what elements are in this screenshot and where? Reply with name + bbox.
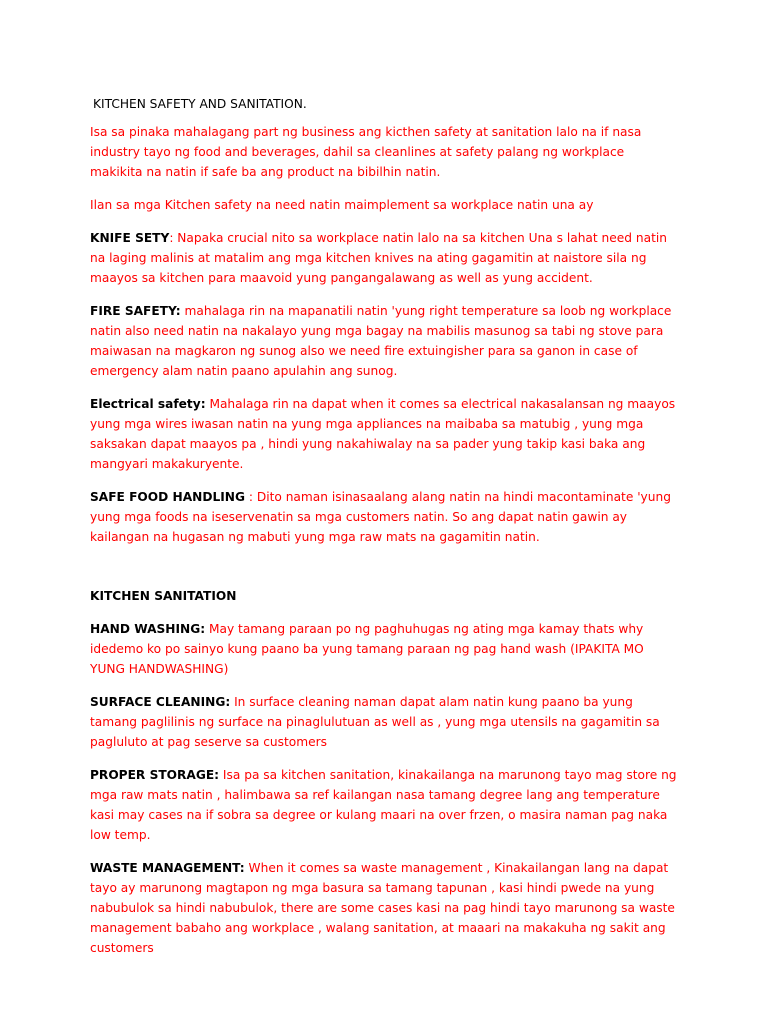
- surface-cleaning-paragraph: [90, 692, 680, 752]
- surface-cleaning-label: SURFACE CLEANING:: [90, 695, 231, 709]
- hand-washing-paragraph: [90, 619, 680, 679]
- document-title: KITCHEN SAFETY AND SANITATION.: [93, 97, 307, 111]
- surface-cleaning-text: In surface cleaning naman dapat alam natin kung paano ba yung tamang paglilinis ng surface na pinaglulutuan as well as , yung mga utensils na gagamitin sa pagluluto at pag seserve sa customers: [90, 695, 660, 749]
- knife-safety-text: : Napaka crucial nito sa workplace natin lalo na sa kitchen Una s lahat need natin na laging malinis at matalim ang mga kitchen knives na ating gagamitin at naistore sila ng maayos sa kitchen para maavoid yung pangangalawang as well as yung accident.: [90, 231, 667, 285]
- proper-storage-label: PROPER STORAGE:: [90, 768, 220, 782]
- section-spacer: [90, 560, 680, 586]
- safe-food-handling-paragraph: [90, 487, 680, 547]
- electrical-safety-paragraph: [90, 394, 680, 474]
- proper-storage-text: Isa pa sa kitchen sanitation, kinakailanga na marunong tayo mag store ng mga raw mats natin , halimbawa sa ref kailangan nasa tamang degree lang ang temperature kasi may cases na if sobra sa degree or kulang maari na over frzen, o masira naman pag naka low temp.: [90, 768, 677, 842]
- safe-food-handling-text: : Dito naman isinasaalang alang natin na hindi macontaminate 'yung yung mga foods na iseservenatin sa mga customers natin. So ang dapat natin gawin ay kailangan na hugasan ng mabuti yung mga raw mats na gagamitin natin.: [90, 490, 671, 544]
- electrical-safety-text: Mahalaga rin na dapat when it comes sa electrical nakasalansan ng maayos yung mga wires iwasan natin na yung mga appliances na maibaba sa matubig , yung mga saksakan dapat maayos pa , hindi yung nakahiwalay na sa pader yung takip kasi baka ang mangyari makakuryente.: [90, 397, 676, 471]
- knife-safety-label: KNIFE SETY: [90, 231, 170, 245]
- fire-safety-paragraph: [90, 301, 680, 381]
- document-page: [90, 94, 680, 971]
- fire-safety-text: mahalaga rin na mapanatili natin 'yung right temperature sa loob ng workplace natin also need natin na nakalayo yung mga bagay na mabilis masunog sa tabi ng stove para maiwasan na magkaron ng sunog also we need fire extuingisher para sa ganon in case of emergency alam natin paano apulahin ang sunog.: [90, 304, 672, 378]
- waste-management-paragraph: [90, 858, 680, 958]
- waste-management-label: WASTE MANAGEMENT:: [90, 861, 245, 875]
- hand-washing-label: HAND WASHING:: [90, 622, 206, 636]
- electrical-safety-label: Electrical safety:: [90, 397, 206, 411]
- knife-safety-paragraph: [90, 228, 680, 288]
- waste-management-text: When it comes sa waste management , Kinakailangan lang na dapat tayo ay marunong magtapon ng mga basura sa tamang tapunan , kasi hindi pwede na yung nabubulok sa hindi nabubulok, there are some cases kasi na pag hindi tayo marunong sa waste management babaho ang workplace , walang sanitation, at maaari na makakuha ng sakit ang customers: [90, 861, 675, 955]
- fire-safety-label: FIRE SAFETY:: [90, 304, 181, 318]
- intro-paragraph: Isa sa pinaka mahalagang part ng business ang kicthen safety at sanitation lalo na if nasa industry tayo ng food and beverages, dahil sa cleanlines at safety palang ng workplace makikita na natin if safe ba ang product na bibilhin natin.: [90, 125, 642, 179]
- proper-storage-paragraph: [90, 765, 680, 845]
- lead-in-paragraph: Ilan sa mga Kitchen safety na need natin maimplement sa workplace natin una ay: [90, 198, 594, 212]
- hand-washing-text: May tamang paraan po ng paghuhugas ng ating mga kamay thats why idedemo ko po sainyo kung paano ba yung tamang paraan ng pag hand wash (IPAKITA MO YUNG HANDWASHING): [90, 622, 644, 676]
- kitchen-sanitation-heading: KITCHEN SANITATION: [90, 589, 237, 603]
- safe-food-handling-label: SAFE FOOD HANDLING: [90, 490, 245, 504]
